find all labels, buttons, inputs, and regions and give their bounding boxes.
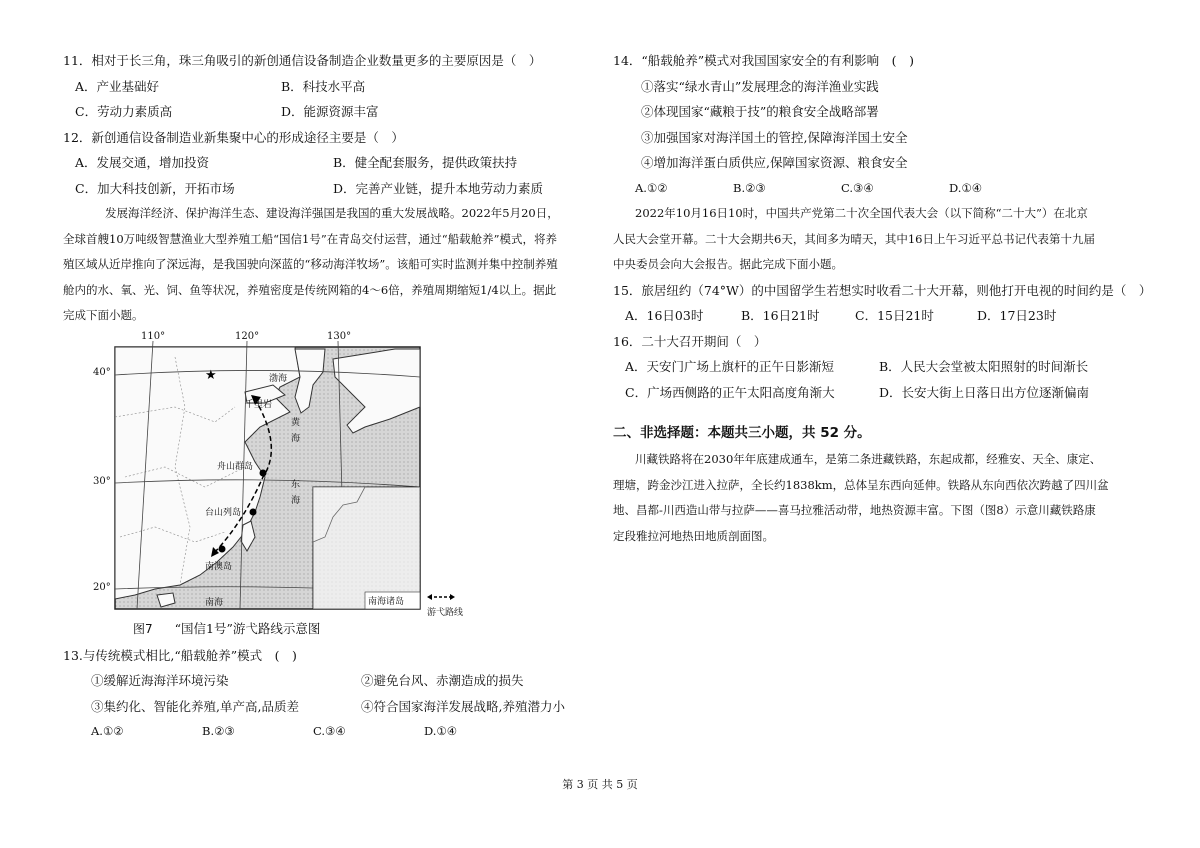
q15-option-b[interactable]: B．16日21时	[741, 308, 820, 323]
q13-statement-4: ④符合国家海洋发展战略,养殖潜力小	[361, 698, 565, 714]
passage-guoxin-line: 发展海洋经济、保护海洋生态、建设海洋强国是我国的重大发展战略。2022年5月20日，	[105, 206, 559, 220]
figure-7-map	[93, 330, 464, 618]
lat-label-40: 40°	[93, 366, 111, 378]
q14-stem: 14．“船载舱养”模式对我国国家安全的有利影响 ( )	[613, 53, 914, 68]
zhoushan-dot	[260, 469, 267, 476]
left-column	[63, 48, 583, 745]
q16-option-b[interactable]: B．人民大会堂被太阳照射的时间渐长	[879, 359, 1089, 374]
passage-railway	[613, 447, 1143, 549]
figure-7-caption	[63, 619, 583, 637]
label-nanhai-islands: 南海诸岛	[368, 596, 405, 607]
q11-options-row1	[63, 74, 583, 100]
q14-statement-2: ②体现国家“藏粮于技”的粮食安全战略部署	[641, 104, 879, 119]
passage-congress	[613, 201, 1143, 278]
label-bohai: 渤海	[269, 373, 288, 384]
inset-sea	[313, 487, 420, 609]
q11-option-a[interactable]: A．产业基础好	[75, 78, 160, 94]
q16-option-a[interactable]: A．天安门广场上旗杆的正午日影渐短	[625, 359, 835, 374]
legend-arrow-left	[427, 594, 432, 600]
passage-guoxin	[63, 201, 583, 329]
q12-option-c[interactable]: C．加大科技创新，开拓市场	[75, 180, 235, 196]
q12-option-a[interactable]: A．发展交通，增加投资	[75, 155, 210, 170]
q12-option-b[interactable]: B．健全配套服务，提供政策扶持	[333, 155, 518, 170]
lon-label-120: 120°	[235, 330, 260, 342]
label-nanhai: 南海	[205, 597, 224, 608]
q13-option-a[interactable]: A.①②	[91, 724, 124, 738]
q12-stem: 12．新创通信设备制造业新集聚中心的形成途径主要是（ ）	[63, 129, 404, 145]
nanao-dot	[219, 545, 226, 552]
q16-options-row1	[613, 354, 1143, 380]
passage-congress-line: 中央委员会向大会报告。据此完成下面小题。	[613, 257, 843, 271]
q13-statement-3: ③集约化、智能化养殖,单产高,品质差	[91, 698, 299, 714]
label-zhoushan: 舟山群岛	[217, 461, 254, 472]
q12-options-row2	[63, 176, 583, 202]
section-2-title: 二、非选择题：本题共三小题，共 52 分。	[613, 425, 871, 441]
q16-option-c[interactable]: C．广场西侧路的正午太阳高度角渐大	[625, 384, 835, 400]
lat-label-20: 20°	[93, 581, 111, 593]
q16-options-row2	[613, 380, 1143, 406]
q11-option-c[interactable]: C．劳动力素质高	[75, 104, 173, 119]
q11-option-d[interactable]: D．能源资源丰富	[281, 104, 379, 119]
q15-options	[613, 303, 1143, 329]
passage-congress-line: 2022年10月16日10时，中国共产党第二十次全国代表大会（以下简称“二十大”）在北京	[635, 206, 1088, 220]
taishan-dot	[250, 508, 257, 515]
q13-options	[63, 719, 583, 745]
passage-guoxin-line: 全球首艘10万吨级智慧渔业大型养殖工船“国信1号”在青岛交付运营，通过“船载舱养”模式，将养	[63, 231, 557, 246]
q13-option-c[interactable]: C.③④	[313, 724, 346, 738]
page-footer: 第 3 页 共 5 页	[562, 778, 638, 791]
passage-railway-line: 川藏铁路将在2030年年底建成通车，是第二条进藏铁路，东起成都，经雅安、天全、康定、	[635, 452, 1102, 466]
legend-arrow-right	[450, 594, 455, 600]
passage-railway-line: 定段雅拉河地热田地质剖面图。	[613, 528, 774, 543]
q15-option-d[interactable]: D．17日23时	[977, 308, 1057, 323]
passage-guoxin-line: 舱内的水、氧、光、饲、鱼等状况，养殖密度是传统网箱的4～6倍，养殖周期缩短1/4以上。据此	[63, 282, 557, 297]
figure-number: 图7	[133, 621, 153, 636]
passage-congress-line: 人民大会堂开幕。二十大会期共6天，其间多为晴天，其中16日上午习近平总书记代表第十九届	[613, 231, 1095, 246]
figure-title: “国信1号”游弋路线示意图	[174, 620, 321, 636]
q15-stem: 15．旅居纽约（74°W）的中国留学生若想实时收看二十大开幕，则他打开电视的时间约是（ ）	[613, 282, 1152, 298]
label-nanao: 南澳岛	[205, 561, 233, 572]
passage-railway-line: 地、昌都-川西造山带与拉萨——喜马拉雅活动带，地热资源丰富。下图（图8）示意川藏铁路康	[613, 503, 1096, 517]
q13-option-d[interactable]: D.①④	[424, 724, 458, 738]
q11-options-row2	[63, 99, 583, 125]
right-column	[613, 48, 1152, 549]
q13-statement-2: ②避免台风、赤潮造成的损失	[361, 673, 524, 688]
label-qianliyan: 千里岩	[245, 399, 273, 410]
label-huanghai-1: 黄	[291, 417, 301, 428]
q13-statements-row1	[63, 668, 583, 694]
label-taishan: 台山列岛	[205, 507, 242, 518]
q14-statement-1: ①落实“绿水青山”发展理念的海洋渔业实践	[641, 78, 879, 94]
q12-options-row1	[63, 150, 583, 176]
q12-option-d[interactable]: D．完善产业链，提升本地劳动力素质	[333, 180, 544, 196]
q16-stem: 16．二十大召开期间（ ）	[613, 333, 767, 349]
q11-stem: 11．相对于长三角，珠三角吸引的新创通信设备制造企业数量更多的主要原因是（ ）	[63, 53, 542, 68]
lon-label-110: 110°	[141, 330, 166, 342]
label-donghai-1: 东	[291, 479, 301, 490]
passage-guoxin-line: 完成下面小题。	[63, 308, 144, 322]
q13-option-b[interactable]: B.②③	[202, 724, 235, 738]
q11-option-b[interactable]: B．科技水平高	[281, 78, 366, 94]
passage-railway-line: 理塘，跨金沙江进入拉萨，全长约1838km，总体呈东西向延伸。铁路从东向西依次跨越了四川盆	[613, 477, 1109, 492]
legend-label: 游弋路线	[427, 607, 464, 618]
q14-option-d[interactable]: D.①④	[949, 180, 983, 195]
lon-label-130: 130°	[327, 330, 352, 342]
beijing-star-icon: ★	[205, 367, 217, 383]
q14-option-a[interactable]: A.①②	[635, 180, 668, 195]
q16-option-d[interactable]: D．长安大街上日落日出方位逐渐偏南	[879, 384, 1090, 400]
q15-option-a[interactable]: A．16日03时	[625, 308, 704, 323]
q14-statement-3: ③加强国家对海洋国土的管控,保障海洋国土安全	[641, 129, 908, 145]
q14-option-b[interactable]: B.②③	[733, 180, 766, 195]
q13-statements-row2	[63, 694, 583, 720]
q13-statement-1: ①缓解近海海洋环境污染	[91, 673, 229, 688]
q15-option-c[interactable]: C．15日21时	[855, 308, 934, 323]
q14-options	[613, 176, 1143, 202]
q14-statement-4: ④增加海洋蛋白质供应,保障国家资源、粮食安全	[641, 155, 908, 170]
q13-stem: 13.与传统模式相比,“船载舱养”模式 ( )	[63, 647, 297, 663]
label-donghai-2: 海	[291, 495, 301, 506]
label-huanghai-2: 海	[291, 433, 301, 444]
lat-label-30: 30°	[93, 475, 111, 487]
passage-guoxin-line: 殖区域从近岸推向了深远海，是我国驶向深蓝的“移动海洋牧场”。该船可实时监测并集中控制养殖	[63, 257, 558, 271]
q14-option-c[interactable]: C.③④	[841, 180, 874, 195]
